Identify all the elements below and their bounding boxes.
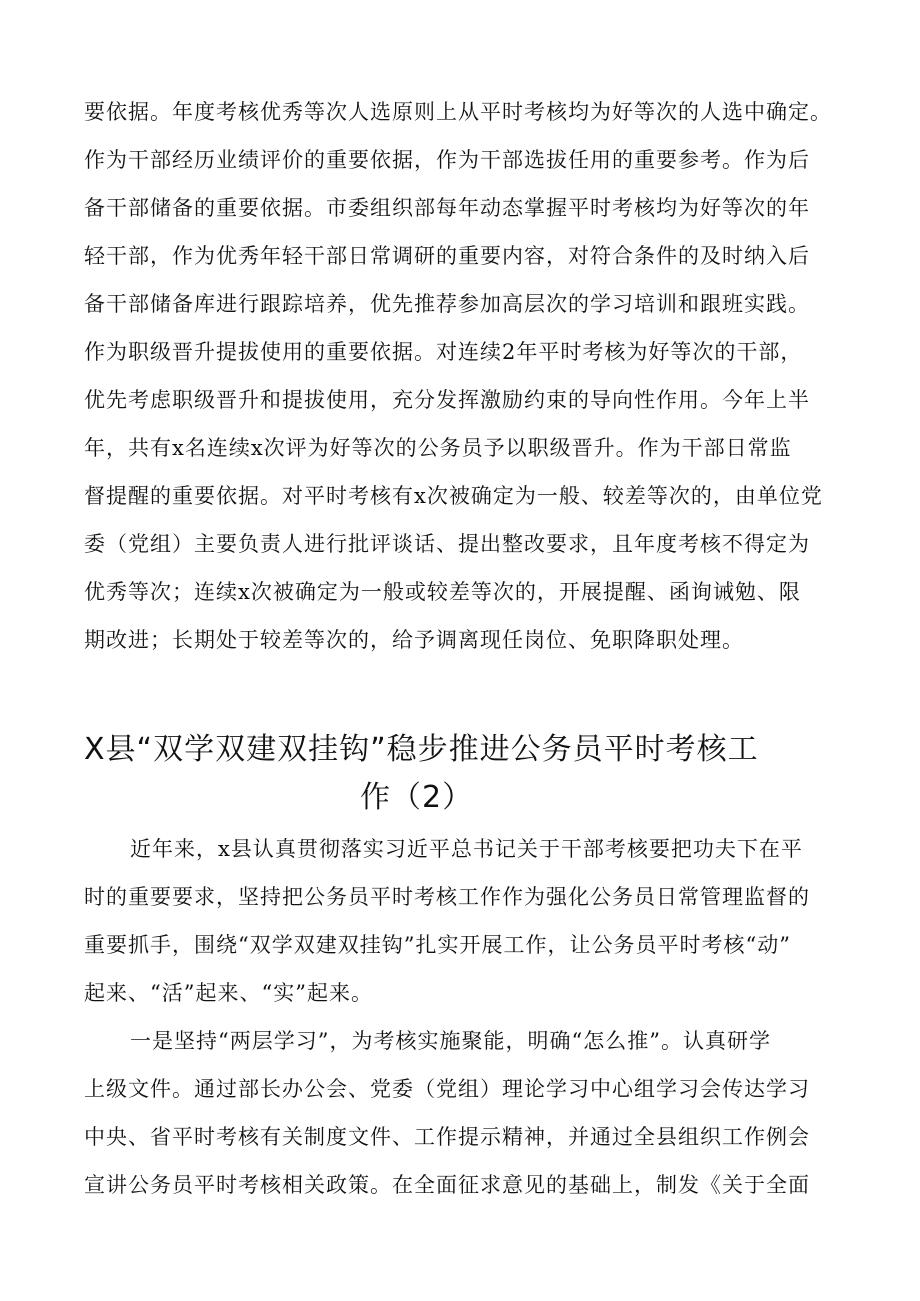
- title-line-1: X县“双学双建双挂钩”稳步推进公务员平时考核工: [84, 732, 759, 767]
- title-line-2: 作（2）: [360, 780, 474, 815]
- text-line: 时的重要要求，坚持把公务员平时考核工作作为强化公务员日常管理监督的: [84, 885, 810, 909]
- text-line: 期改进；长期处于较差等次的，给予调离现任岗位、免职降职处理。: [84, 628, 744, 652]
- text-line: 上级文件。通过部长办公会、党委（党组）理论学习中心组学习会传达学习: [84, 1077, 810, 1101]
- text-line: 重要抓手，围绕“双学双建双挂钩”扎实开展工作，让公务员平时考核“动”: [84, 933, 791, 957]
- text-line: 轻干部，作为优秀年轻干部日常调研的重要内容，对符合条件的及时纳入后: [84, 244, 810, 268]
- text-line: 要依据。年度考核优秀等次人选原则上从平时考核均为好等次的人选中确定。: [84, 100, 832, 124]
- text-line: 作为职级晋升提拔使用的重要依据。对连续2年平时考核为好等次的干部，: [84, 340, 803, 364]
- text-line: 近年来，x县认真贯彻落实习近平总书记关于干部考核要把功夫下在平: [130, 837, 803, 861]
- text-line: 备干部储备库进行跟踪培养，优先推荐参加高层次的学习培训和跟班实践。: [84, 292, 810, 316]
- text-line: 委（党组）主要负责人进行批评谈话、提出整改要求，且年度考核不得定为: [84, 532, 810, 556]
- text-line: 优秀等次；连续x次被确定为一般或较差等次的，开展提醒、函询诫勉、限: [84, 580, 801, 604]
- text-line: 作为干部经历业绩评价的重要依据，作为干部选拔任用的重要参考。作为后: [84, 148, 810, 172]
- text-line: 中央、省平时考核有关制度文件、工作提示精神，并通过全县组织工作例会: [84, 1125, 810, 1149]
- text-line: 一是坚持“两层学习”，为考核实施聚能，明确“怎么推”。认真研学: [130, 1029, 771, 1053]
- text-line: 备干部储备的重要依据。市委组织部每年动态掌握平时考核均为好等次的年: [84, 196, 810, 220]
- text-line: 年，共有x名连续x次评为好等次的公务员予以职级晋升。作为干部日常监: [84, 436, 792, 460]
- text-line: 优先考虑职级晋升和提拔使用，充分发挥激励约束的导向性作用。今年上半: [84, 388, 810, 412]
- text-line: 宣讲公务员平时考核相关政策。在全面征求意见的基础上，制发《关于全面: [84, 1173, 810, 1197]
- text-line: 督提醒的重要依据。对平时考核有x次被确定为一般、较差等次的，由单位党: [84, 484, 823, 508]
- text-line: 起来、“活”起来、“实”起来。: [84, 981, 373, 1005]
